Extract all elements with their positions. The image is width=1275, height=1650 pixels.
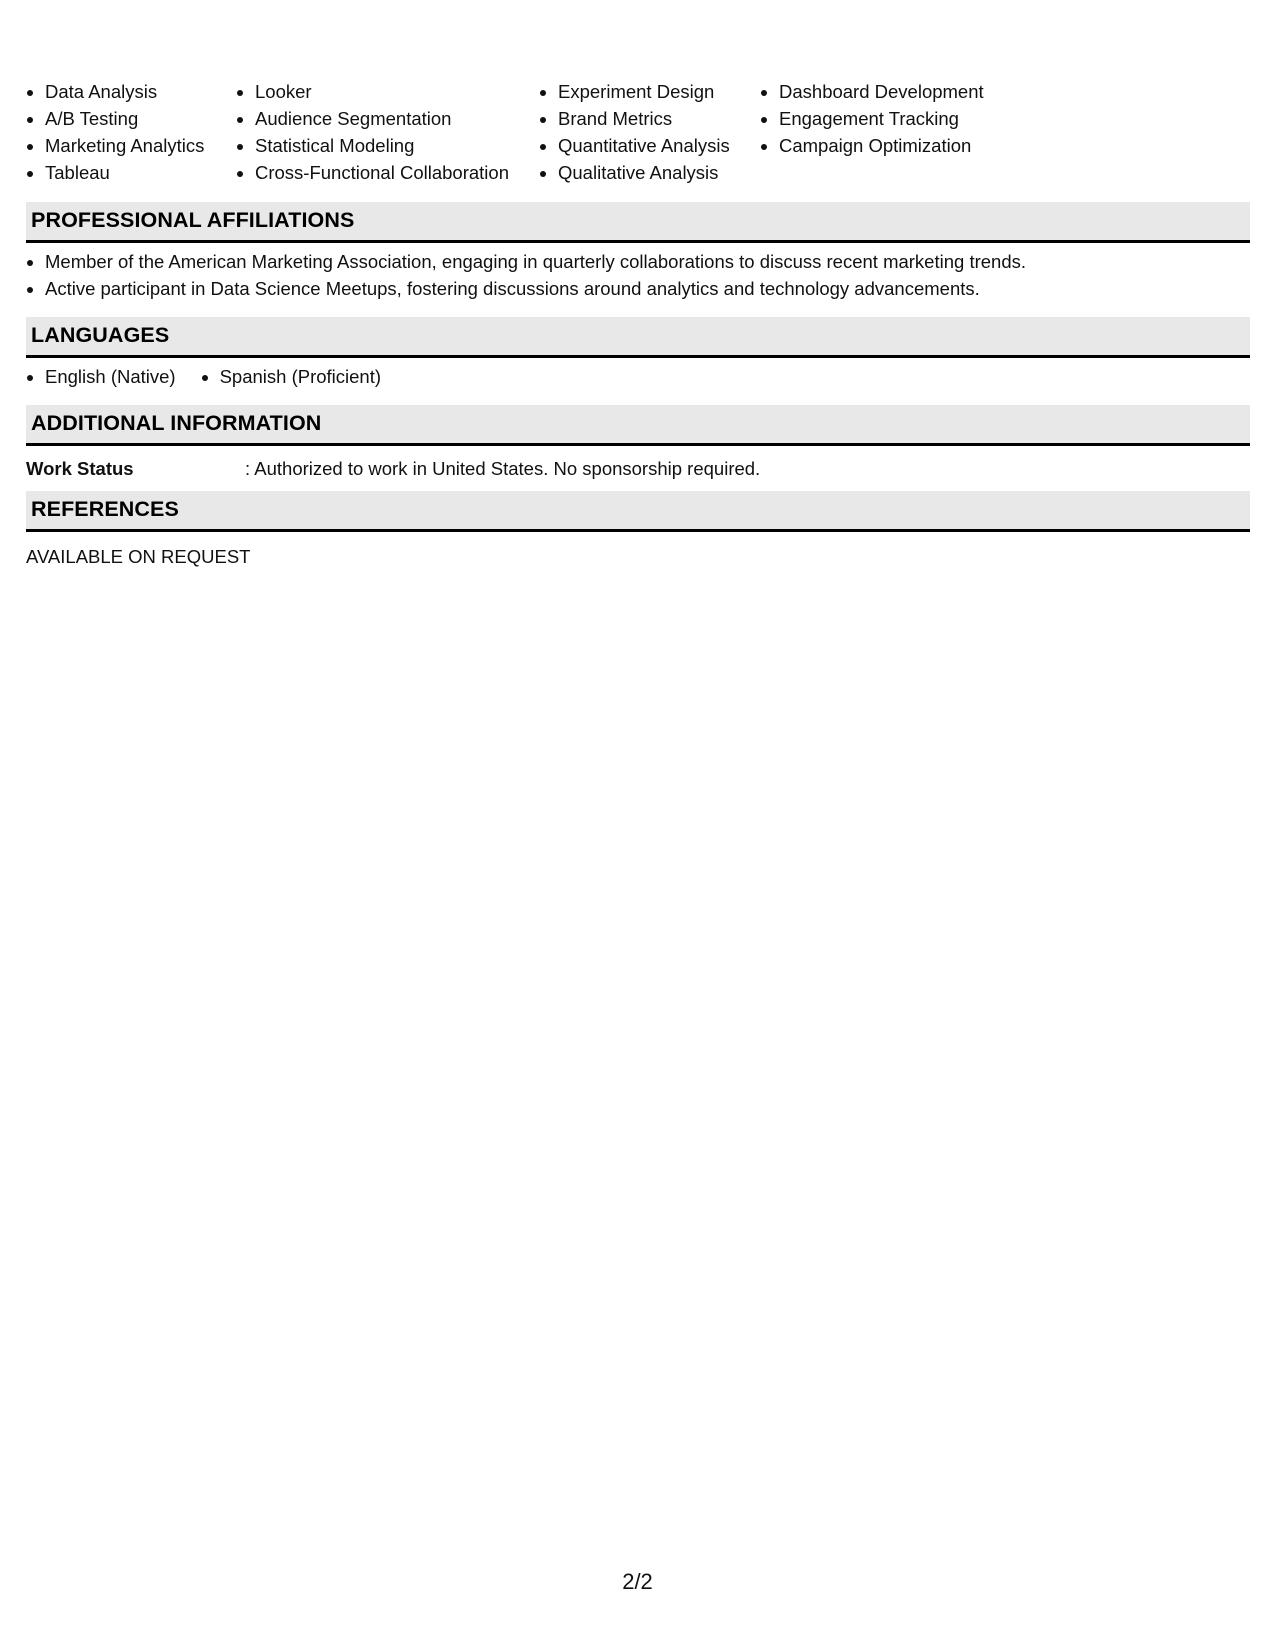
skill-item: Dashboard Development <box>760 78 1060 105</box>
skill-item: Data Analysis <box>26 78 236 105</box>
work-status-label: Work Status <box>26 458 134 479</box>
affiliations-list <box>26 248 1026 302</box>
section-header-additional-info <box>26 405 1250 446</box>
skill-item: Brand Metrics <box>539 105 760 132</box>
skills-column-1 <box>26 78 236 186</box>
skills-column-4 <box>760 78 1060 186</box>
language-item: Spanish (Proficient) <box>201 363 381 390</box>
language-item: English (Native) <box>26 363 176 390</box>
skill-item: Statistical Modeling <box>236 132 539 159</box>
skill-item: A/B Testing <box>26 105 236 132</box>
section-title: LANGUAGES <box>31 323 170 347</box>
affiliation-item: Active participant in Data Science Meetups, fostering discussions around analytics and technology advancements. <box>26 275 1026 302</box>
affiliation-item: Member of the American Marketing Association, engaging in quarterly collaborations to discuss recent marketing trends. <box>26 248 1026 275</box>
section-title: ADDITIONAL INFORMATION <box>31 411 322 435</box>
languages-list <box>26 363 406 390</box>
skill-item: Tableau <box>26 159 236 186</box>
skill-item: Experiment Design <box>539 78 760 105</box>
skill-item: Looker <box>236 78 539 105</box>
section-title: PROFESSIONAL AFFILIATIONS <box>31 208 355 232</box>
section-title: REFERENCES <box>31 497 179 521</box>
skill-item: Cross-Functional Collaboration <box>236 159 539 186</box>
skill-item: Campaign Optimization <box>760 132 1060 159</box>
skill-item: Quantitative Analysis <box>539 132 760 159</box>
references-text: AVAILABLE ON REQUEST <box>26 546 251 567</box>
skills-grid <box>26 78 1060 186</box>
section-header-affiliations <box>26 202 1250 243</box>
work-status-value: : Authorized to work in United States. No sponsorship required. <box>245 458 761 479</box>
skill-item: Qualitative Analysis <box>539 159 760 186</box>
skill-item: Marketing Analytics <box>26 132 236 159</box>
section-header-languages <box>26 317 1250 358</box>
skill-item: Engagement Tracking <box>760 105 1060 132</box>
skill-item: Audience Segmentation <box>236 105 539 132</box>
skills-column-3 <box>539 78 760 186</box>
skills-column-2 <box>236 78 539 186</box>
page-number: 2/2 <box>622 1569 653 1594</box>
section-header-references <box>26 491 1250 532</box>
work-status-row <box>26 455 760 482</box>
